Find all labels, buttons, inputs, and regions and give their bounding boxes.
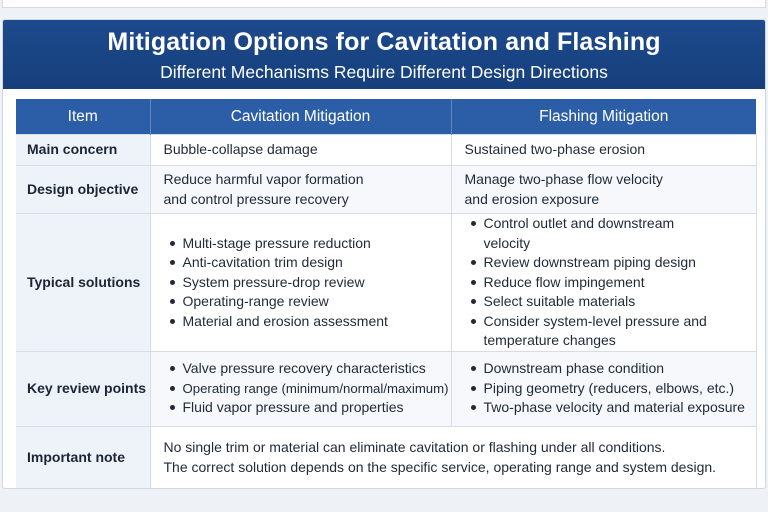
list-item: Material and erosion assessment xyxy=(164,312,451,332)
list-item: Consider system-level pressure and temperature changes xyxy=(465,312,720,351)
mitigation-card xyxy=(2,19,766,489)
list-item: Operating range (minimum/normal/maximum) xyxy=(164,379,451,399)
table-row xyxy=(16,135,756,166)
row-label-main-concern: Main concern xyxy=(16,135,150,166)
cavitation-typical-solutions xyxy=(150,214,451,352)
flashing-main-concern: Sustained two-phase erosion xyxy=(451,135,756,166)
mitigation-table xyxy=(16,99,757,489)
bottom-edge xyxy=(2,497,766,512)
list-item: Control outlet and downstream velocity xyxy=(465,214,720,253)
list-item: Reduce flow impingement xyxy=(465,273,720,293)
flashing-design-objective xyxy=(451,166,756,214)
header-cavitation: Cavitation Mitigation xyxy=(150,99,451,135)
page-subtitle: Different Mechanisms Require Different Design Directions xyxy=(160,62,608,82)
flashing-typical-solutions xyxy=(451,214,756,352)
cavitation-design-objective xyxy=(150,166,451,214)
list-item: Valve pressure recovery characteristics xyxy=(164,359,451,379)
list-item: Multi-stage pressure reduction xyxy=(164,234,451,254)
cell-line: Reduce harmful vapor formation xyxy=(163,171,364,187)
list-item: Review downstream piping design xyxy=(465,253,720,273)
note-line: No single trim or material can eliminate cavitation or flashing under all conditions. xyxy=(163,439,666,455)
cell-line: and control pressure recovery xyxy=(163,190,349,207)
row-label-important-note: Important note xyxy=(16,426,150,489)
bullet-list xyxy=(465,359,756,418)
cavitation-key-review-points xyxy=(150,351,451,426)
list-item: Piping geometry (reducers, elbows, etc.) xyxy=(465,379,756,399)
note-line: The correct solution depends on the specific service, operating range and system design. xyxy=(163,458,717,475)
list-item: Fluid vapor pressure and properties xyxy=(164,398,451,418)
cell-line: and erosion exposure xyxy=(464,190,600,207)
list-item: Two-phase velocity and material exposure xyxy=(465,398,756,418)
title-banner xyxy=(3,20,765,89)
list-item: Operating-range review xyxy=(164,292,451,312)
header-item: Item xyxy=(16,99,150,135)
row-label-key-review-points: Key review points xyxy=(16,351,150,426)
list-item: Select suitable materials xyxy=(465,292,720,312)
row-label-typical-solutions: Typical solutions xyxy=(16,214,150,352)
table-header-row xyxy=(16,99,756,135)
page-title: Mitigation Options for Cavitation and Flashing xyxy=(107,28,661,56)
bullet-list xyxy=(164,359,451,418)
cell-line: Manage two-phase flow velocity xyxy=(464,171,663,187)
cavitation-main-concern: Bubble-collapse damage xyxy=(150,135,451,166)
top-edge-panel xyxy=(2,0,766,8)
list-item: Downstream phase condition xyxy=(465,359,756,379)
bullet-list xyxy=(465,214,756,351)
header-flashing: Flashing Mitigation xyxy=(451,99,756,135)
table-row xyxy=(16,214,756,352)
flashing-key-review-points xyxy=(451,351,756,426)
table-row xyxy=(16,426,756,489)
important-note-text xyxy=(150,426,756,489)
list-item: System pressure-drop review xyxy=(164,273,451,293)
table-row xyxy=(16,351,756,426)
row-label-design-objective: Design objective xyxy=(16,166,150,214)
list-item: Anti-cavitation trim design xyxy=(164,253,451,273)
bullet-list xyxy=(164,234,451,332)
table-row xyxy=(16,166,756,214)
